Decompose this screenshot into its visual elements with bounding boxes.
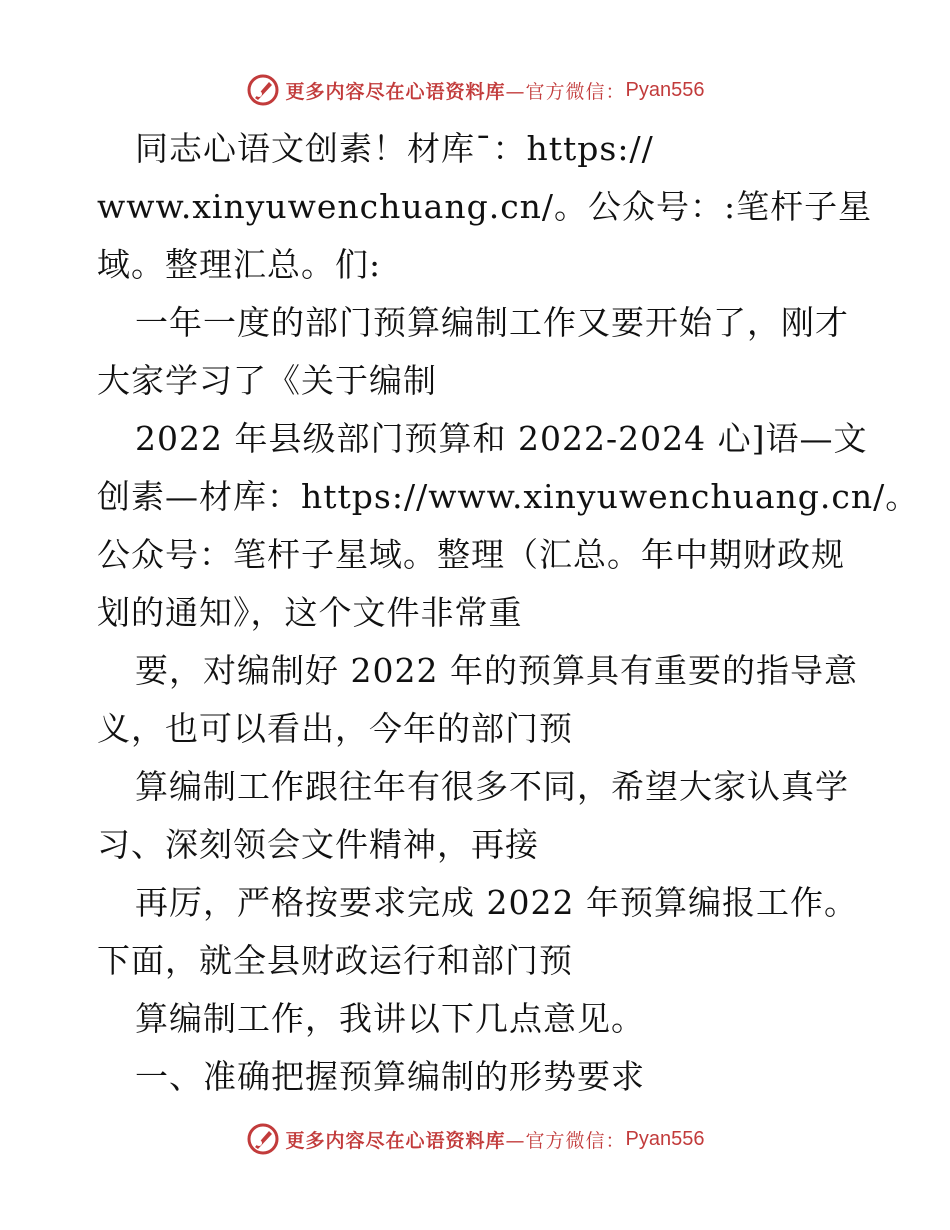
paragraph-line: 一年一度的部门预算编制工作又要开始了，刚才 (135, 303, 849, 342)
paragraph-line: 再厉，严格按要求完成 2022 年预算编报工作。 (135, 883, 858, 922)
section-heading: 一、准确把握预算编制的形势要求 (135, 1057, 645, 1096)
paragraph-line: 下面，就全县财政运行和部门预 (97, 941, 573, 980)
watermark-wechat-id: Pyan556 (625, 78, 705, 101)
brush-circle-icon (246, 1122, 280, 1156)
brush-circle-icon (246, 73, 280, 107)
paragraph-line: 算编制工作，我讲以下几点意见。 (135, 999, 645, 1038)
paragraph-line: 公众号：笔杆子星域。整理（汇总。年中期财政规 (97, 535, 845, 574)
document-body (97, 120, 920, 1106)
paragraph-line: 习、深刻领会文件精神，再接 (97, 825, 539, 864)
paragraph-line: 创素—材库：https://www.xinyuwenchuang.cn/。 (97, 477, 920, 516)
paragraph-line: 要，对编制好 2022 年的预算具有重要的指导意 (135, 651, 858, 690)
paragraph-line: 同志心语文创素！材库¯：https:// (135, 129, 654, 168)
watermark-text: 更多内容尽在心语资料库 (285, 1129, 506, 1152)
paragraph-line: www.xinyuwenchuang.cn/。公众号：:笔杆子星 (97, 187, 873, 226)
paragraph-line: 域。整理汇总。们: (97, 245, 382, 284)
paragraph-line: 大家学习了《关于编制 (97, 361, 437, 400)
paragraph-line: 2022 年县级部门预算和 2022-2024 心]语—文 (135, 419, 868, 458)
watermark-text: 更多内容尽在心语资料库 (285, 80, 506, 103)
watermark-banner-top (0, 72, 950, 108)
paragraph-line: 算编制工作跟往年有很多不同，希望大家认真学 (135, 767, 849, 806)
watermark-wechat-label: —官方微信： (505, 1129, 626, 1152)
paragraph-line: 划的通知》，这个文件非常重 (97, 593, 523, 632)
paragraph-line: 义，也可以看出，今年的部门预 (97, 709, 573, 748)
watermark-banner-bottom (0, 1121, 950, 1157)
watermark-wechat-label: —官方微信： (505, 80, 626, 103)
watermark-wechat-id: Pyan556 (625, 1127, 705, 1150)
